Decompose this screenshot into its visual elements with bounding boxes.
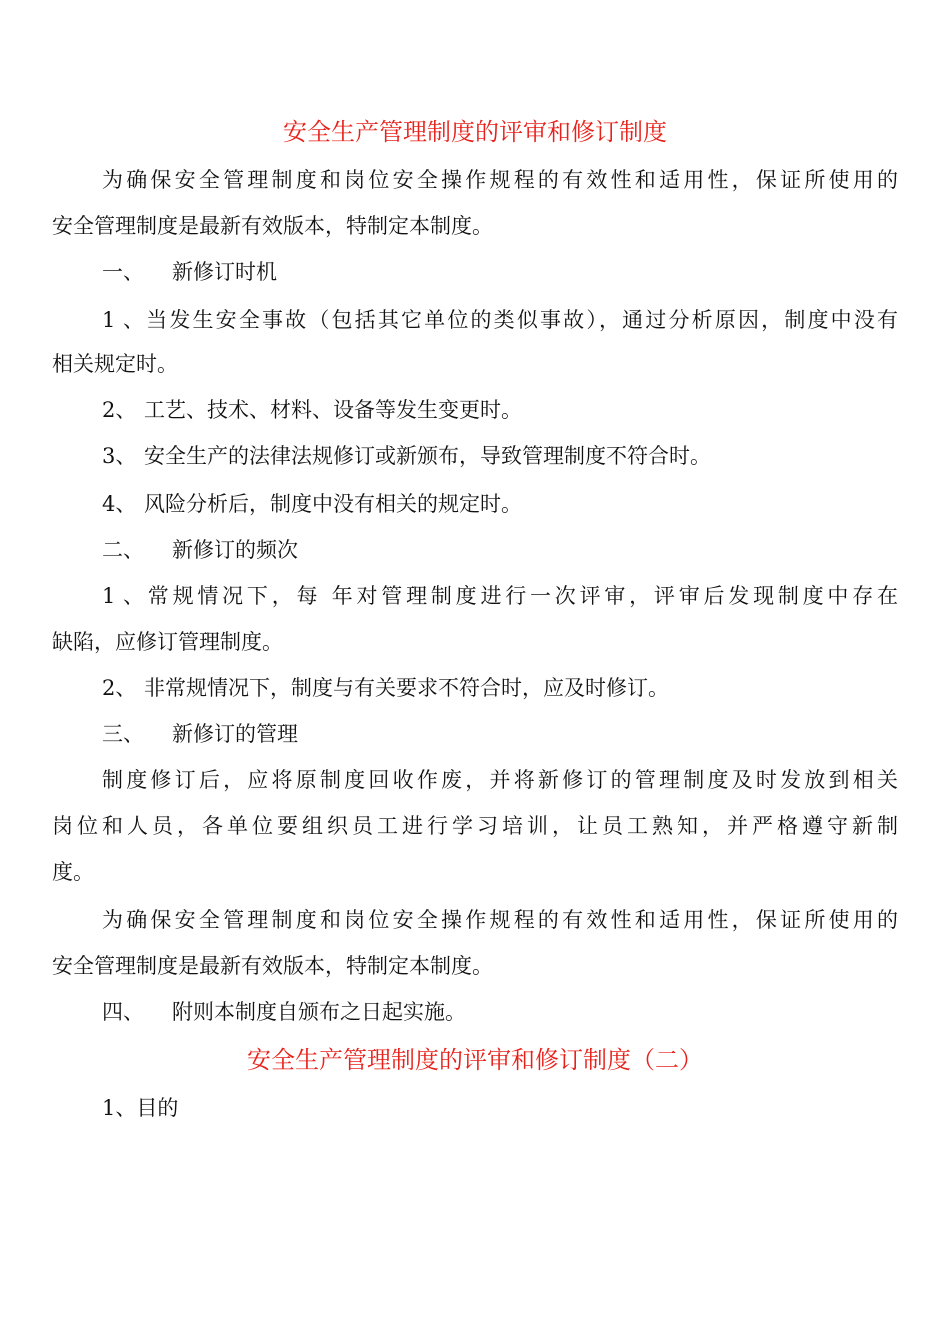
item-number: 3、 — [102, 444, 137, 468]
heading-text: 新修订的管理 — [172, 722, 298, 746]
repeat-line-2: 安全管理制度是最新有效版本，特制定本制度。 — [52, 954, 493, 978]
heading-number: 四、 — [102, 1000, 144, 1024]
section-heading-3 — [102, 720, 898, 748]
item-text: 常规情况下，每 年对管理制度进行一次评审，评审后发现制度中存在 — [144, 584, 898, 608]
item-1-3 — [102, 442, 898, 470]
item-number: 4、 — [102, 492, 137, 516]
item-text: 安全生产的法律法规修订或新颁布，导致管理制度不符合时。 — [144, 444, 711, 468]
section-heading-4 — [102, 998, 898, 1026]
section-heading-1 — [102, 258, 898, 286]
repeat-line-1: 为确保安全管理制度和岗位安全操作规程的有效性和适用性，保证所使用的 — [102, 908, 898, 932]
item-1-1-line-2: 相关规定时。 — [52, 352, 178, 376]
para-3-line-2: 岗位和人员，各单位要组织员工进行学习培训，让员工熟知，并严格遵守新制 — [52, 814, 898, 838]
item-text: 非常规情况下，制度与有关要求不符合时，应及时修订。 — [144, 676, 669, 700]
item-2-2 — [102, 674, 898, 702]
heading-text: 新修订的频次 — [172, 538, 298, 562]
item-number: 2、 — [102, 398, 137, 422]
item-1-4 — [102, 490, 898, 518]
item-1-2 — [102, 396, 898, 424]
intro-line-1: 为确保安全管理制度和岗位安全操作规程的有效性和适用性，保证所使用的 — [102, 168, 898, 192]
item-text: 工艺、技术、材料、设备等发生变更时。 — [144, 398, 522, 422]
para-3-line-1: 制度修订后，应将原制度回收作废，并将新修订的管理制度及时发放到相关 — [102, 768, 898, 792]
section-2-item-1: 1、目的 — [102, 1096, 179, 1120]
item-text: 当发生安全事故（包括其它单位的类似事故），通过分析原因，制度中没有 — [144, 308, 898, 332]
heading-number: 三、 — [102, 722, 144, 746]
item-number: 1、 — [102, 584, 144, 608]
heading-number: 一、 — [102, 260, 144, 284]
item-text: 风险分析后，制度中没有相关的规定时。 — [144, 492, 522, 516]
item-2-1-line-1 — [102, 582, 898, 610]
heading-number: 二、 — [102, 538, 144, 562]
intro-line-2: 安全管理制度是最新有效版本，特制定本制度。 — [52, 214, 493, 238]
heading-text: 附则本制度自颁布之日起实施。 — [172, 1000, 466, 1024]
document-title: 安全生产管理制度的评审和修订制度 — [283, 118, 667, 146]
item-number: 1、 — [102, 308, 144, 332]
item-number: 2、 — [102, 676, 137, 700]
item-2-1-line-2: 缺陷，应修订管理制度。 — [52, 630, 283, 654]
heading-text: 新修订时机 — [172, 260, 277, 284]
section-heading-2 — [102, 536, 898, 564]
para-3-line-3: 度。 — [52, 860, 94, 884]
item-1-1-line-1 — [102, 306, 898, 334]
section-2-title: 安全生产管理制度的评审和修订制度（二） — [247, 1046, 703, 1074]
